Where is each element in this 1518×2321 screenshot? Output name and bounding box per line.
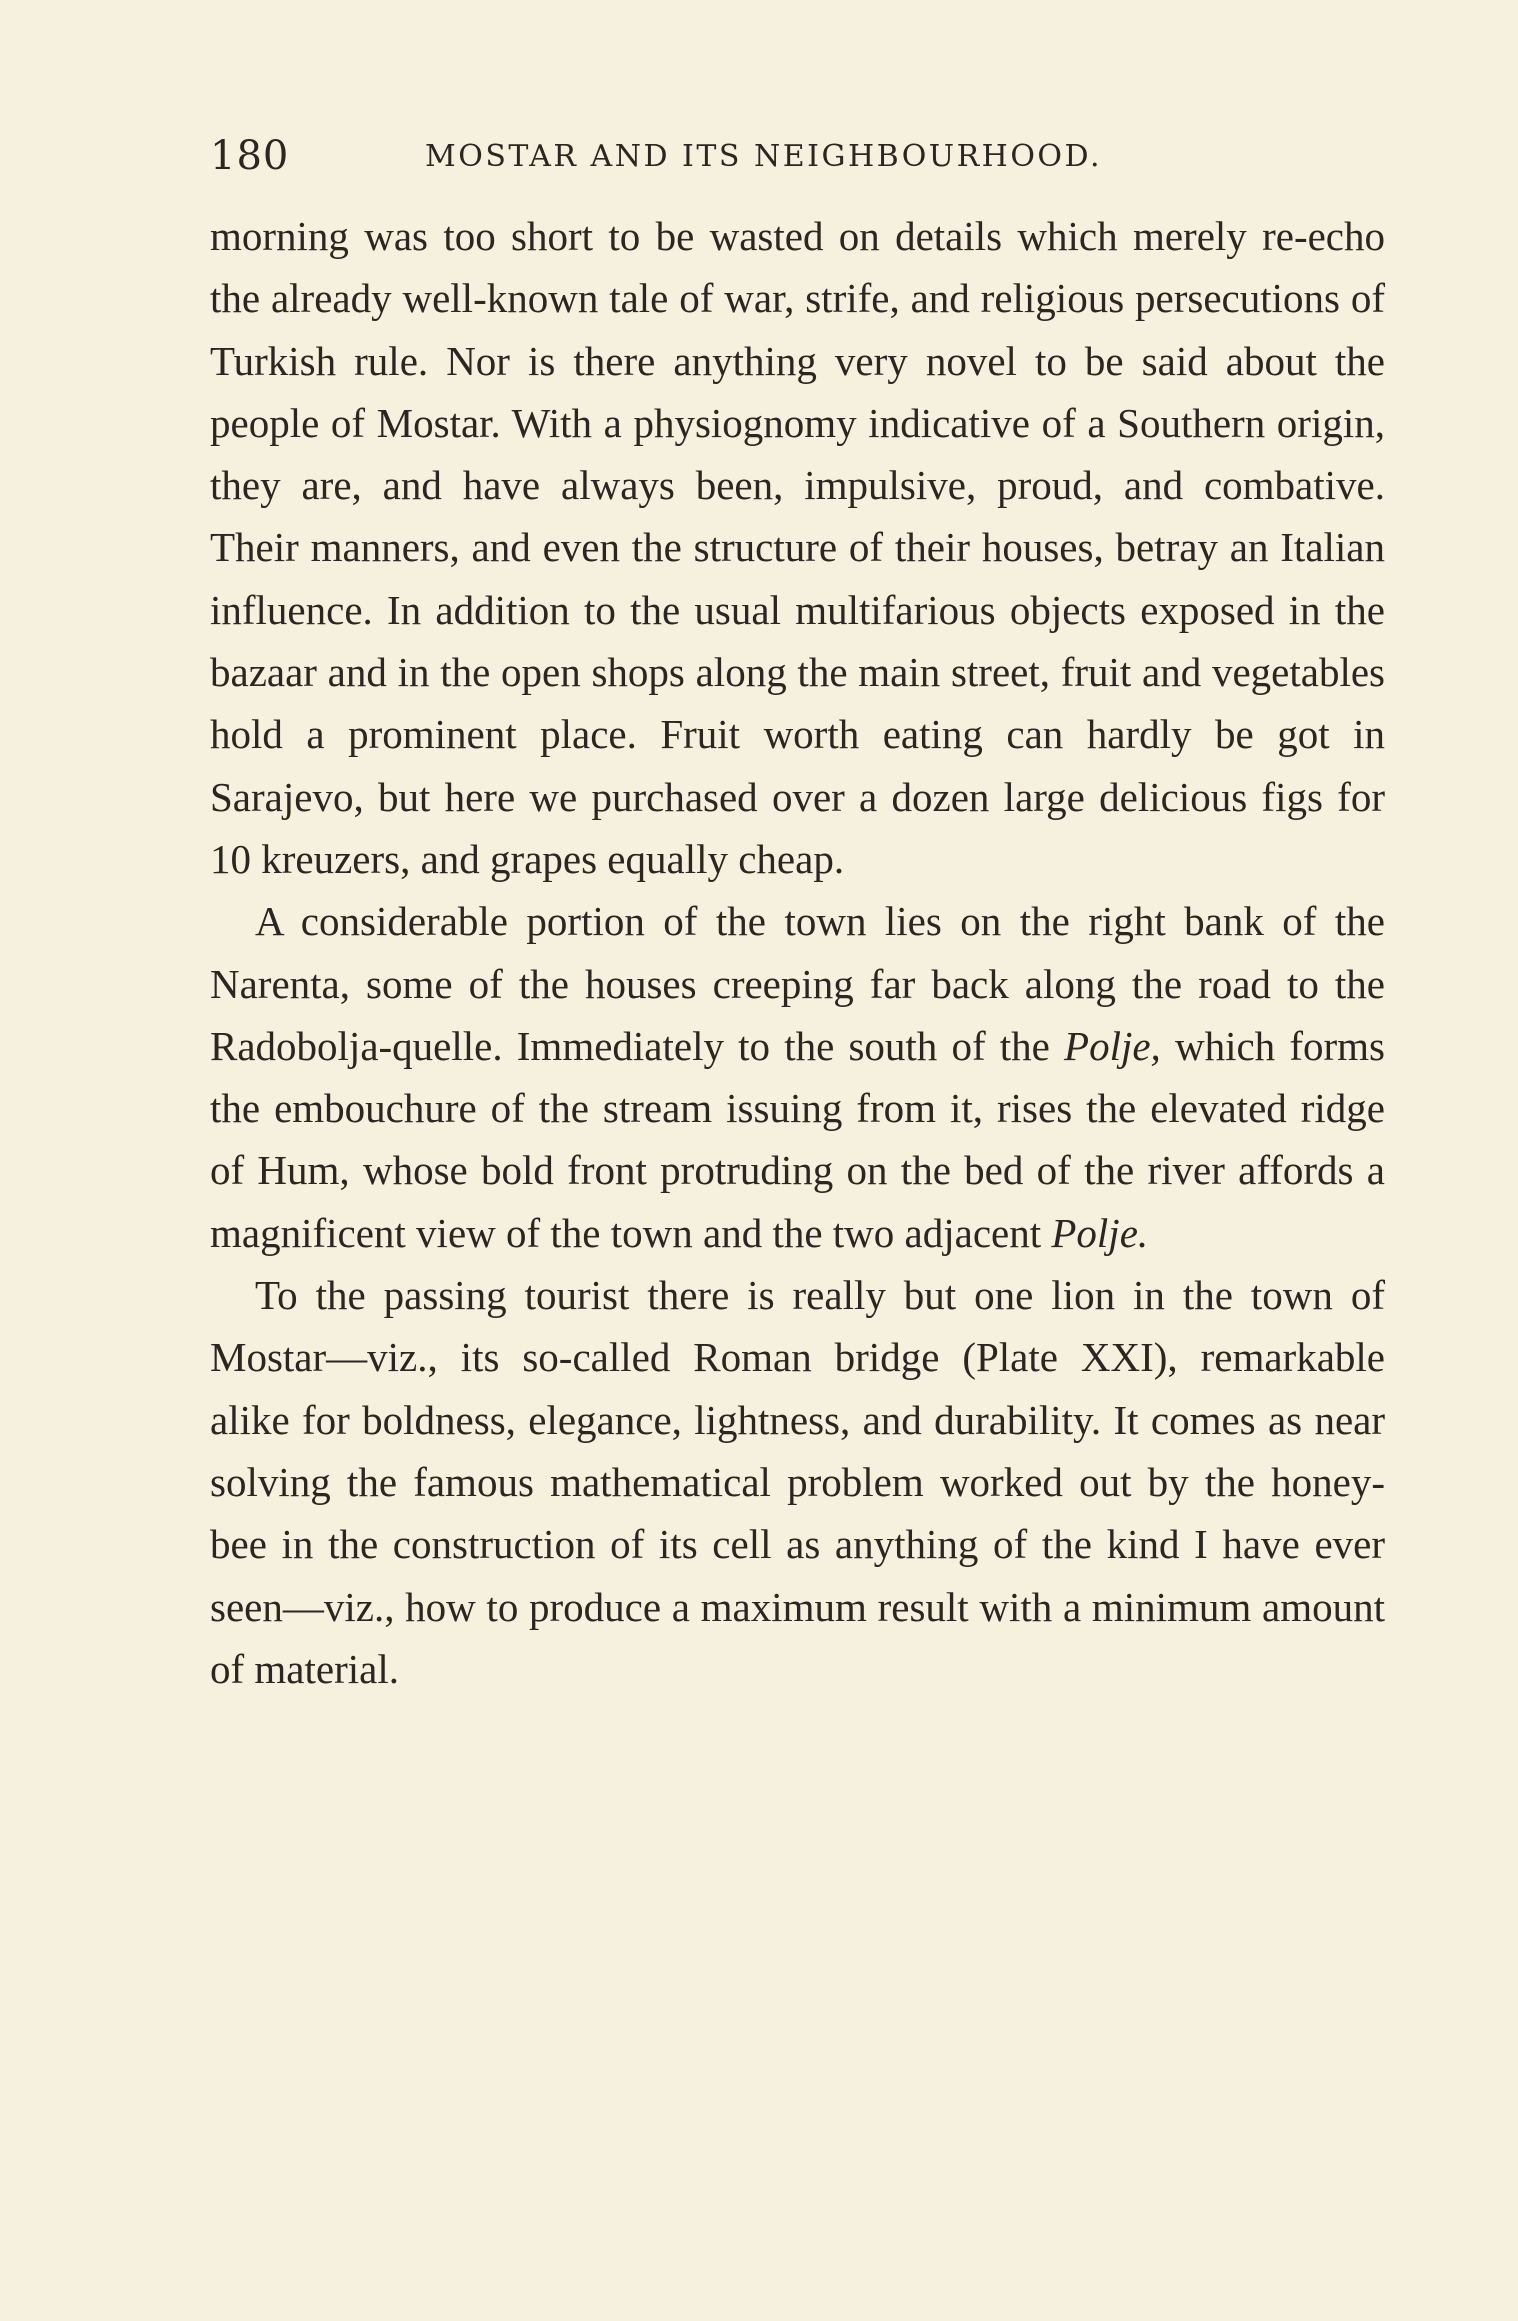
- page-header: [210, 133, 1380, 183]
- italic-polje-2: Polje.: [1051, 1209, 1149, 1256]
- paragraph-1: morning was too short to be wasted on details which merely re-echo the already well-known tale of war, strife, and religious persecutions of Turkish rule. Nor is there anything very novel to be said about the people of Mostar. With a physiognomy indicative of a Southern origin, they are, and have always been, impulsive, proud, and combative. Their manners, and even the structure of their houses, betray an Italian influence. In addition to the usual multifarious objects exposed in the bazaar and in the open shops along the main street, fruit and vegetables hold a prominent place. Fruit worth eating can hardly be got in Sarajevo, but here we purchased over a dozen large delicious figs for 10 kreuzers, and grapes equally cheap.: [210, 213, 1385, 882]
- paragraph-2: [210, 890, 1385, 1264]
- italic-polje-1: Polje,: [1064, 1022, 1161, 1069]
- paragraph-3: To the passing tourist there is really but one lion in the town of Mostar—viz., its so-called Roman bridge (Plate XXI), remarkable alike for boldness, elegance, lightness, and durability. It comes as near solving the famous mathematical problem worked out by the honey-bee in the construction of its cell as anything of the kind I have ever seen—viz., how to produce a maximum result with a minimum amount of material.: [210, 1272, 1385, 1692]
- paragraph-2-text-b: which forms the embouchure of the stream issuing from it, rises the elevated ridge of Hum, whose bold front protruding on the bed of the river affords a magnificent view of the town and the two adjacent: [210, 1022, 1385, 1256]
- page-number: 180: [210, 133, 290, 179]
- paragraph-2-text-a: A considerable portion of the town lies on the right bank of the Narenta, some of the houses creeping far back along the road to the Radobolja-quelle. Immediately to the south of the: [210, 898, 1385, 1069]
- body-text: [210, 205, 1385, 1700]
- running-title: MOSTAR AND ITS NEIGHBOURHOOD.: [425, 139, 1103, 174]
